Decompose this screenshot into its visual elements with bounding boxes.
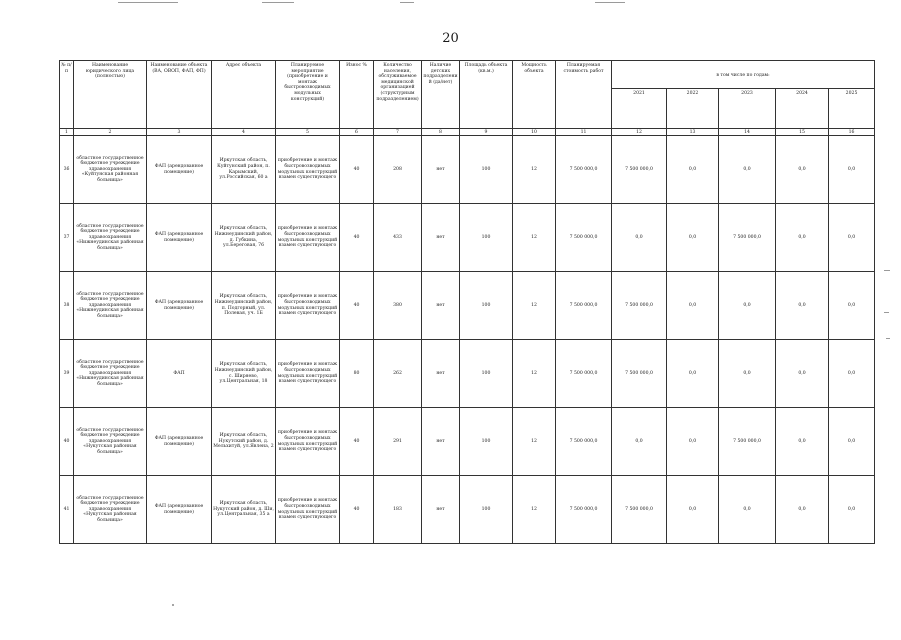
scan-mark-top-1 <box>118 2 178 3</box>
cell-measure: приобретение и монтаж быстровозводимых модульных конструкций взамен существующего <box>276 204 340 272</box>
header-wear: Износ % <box>340 61 374 129</box>
cell-org: областное государственное бюджетное учреждение здравоохранения «Нукутская районная больница» <box>74 476 147 544</box>
header-year-2022: 2022 <box>667 89 719 129</box>
column-numbers-row <box>60 129 875 136</box>
header-capacity: Мощность объекта <box>513 61 556 129</box>
scan-mark-right-1 <box>884 270 890 271</box>
table-row <box>60 340 875 408</box>
cell-2023: 0,0 <box>719 476 776 544</box>
header-num: № п/п <box>60 61 74 129</box>
cell-num: 36 <box>60 136 74 204</box>
cell-org: областное государственное бюджетное учреждение здравоохранения «Нижнеудинская районная больница» <box>74 340 147 408</box>
column-number: 16 <box>829 129 875 136</box>
cell-population: 380 <box>374 272 422 340</box>
cell-measure: приобретение и монтаж быстровозводимых модульных конструкций взамен существующего <box>276 272 340 340</box>
cell-2022: 0,0 <box>667 136 719 204</box>
scan-mark-top-2 <box>262 2 294 3</box>
cell-2021: 7 500 000,0 <box>612 136 667 204</box>
cell-2024: 0,0 <box>776 476 829 544</box>
cell-capacity: 12 <box>513 408 556 476</box>
cell-area: 100 <box>460 272 513 340</box>
cell-object: ФАП (арендованное помещение) <box>147 408 212 476</box>
column-number: 7 <box>374 129 422 136</box>
cell-wear: 40 <box>340 408 374 476</box>
cell-2021: 7 500 000,0 <box>612 272 667 340</box>
cell-2025: 0,0 <box>829 136 875 204</box>
scan-mark-top-3 <box>400 2 414 3</box>
scan-mark-right-3 <box>886 338 890 339</box>
cell-area: 100 <box>460 476 513 544</box>
cell-num: 39 <box>60 340 74 408</box>
table-row <box>60 272 875 340</box>
cell-object: ФАП (арендованное помещение) <box>147 136 212 204</box>
cell-2022: 0,0 <box>667 272 719 340</box>
cell-children: нет <box>422 136 460 204</box>
cell-object: ФАП (арендованное помещение) <box>147 204 212 272</box>
cell-capacity: 12 <box>513 136 556 204</box>
column-number: 11 <box>556 129 612 136</box>
cell-2023: 7 500 000,0 <box>719 204 776 272</box>
cell-org: областное государственное бюджетное учреждение здравоохранения «Нижнеудинская районная больница» <box>74 204 147 272</box>
cell-area: 100 <box>460 204 513 272</box>
cell-address: Иркутская область, Нукутский район, д. Мельхитуй, ул.Явлена, 2 <box>212 408 276 476</box>
cell-measure: приобретение и монтаж быстровозводимых модульных конструкций взамен существующего <box>276 408 340 476</box>
column-number: 2 <box>74 129 147 136</box>
column-number: 14 <box>719 129 776 136</box>
cell-area: 100 <box>460 340 513 408</box>
cell-cost: 7 500 000,0 <box>556 136 612 204</box>
cell-population: 262 <box>374 340 422 408</box>
cell-address: Иркутская область, Нижнеудинский район, с. Ширяево, ул.Центральная, 18 <box>212 340 276 408</box>
cell-area: 100 <box>460 408 513 476</box>
cell-object: ФАП (арендованное помещение) <box>147 476 212 544</box>
cell-num: 38 <box>60 272 74 340</box>
cell-2022: 0,0 <box>667 476 719 544</box>
cell-capacity: 12 <box>513 272 556 340</box>
column-number: 4 <box>212 129 276 136</box>
cell-wear: 40 <box>340 136 374 204</box>
header-cost: Планируемая стоимость работ <box>556 61 612 129</box>
cell-children: нет <box>422 408 460 476</box>
cell-address: Иркутская область, Нижнеудинский район, п. Подгорный, ул. Полевая, уч. 1Б <box>212 272 276 340</box>
cell-address: Иркутская область, Нукутский район, д. Ши, ул.Центральная, 35 а <box>212 476 276 544</box>
cell-object: ФАП (арендованное помещение) <box>147 272 212 340</box>
column-number: 15 <box>776 129 829 136</box>
cell-2023: 0,0 <box>719 136 776 204</box>
column-number: 8 <box>422 129 460 136</box>
cell-2022: 0,0 <box>667 204 719 272</box>
cell-wear: 40 <box>340 272 374 340</box>
cell-children: нет <box>422 340 460 408</box>
cell-2024: 0,0 <box>776 204 829 272</box>
header-by-years: в том числе по годам: <box>612 61 875 89</box>
cell-children: нет <box>422 204 460 272</box>
cell-org: областное государственное бюджетное учреждение здравоохранения «Куйтунская районная больница» <box>74 136 147 204</box>
cell-2021: 7 500 000,0 <box>612 340 667 408</box>
cell-2025: 0,0 <box>829 476 875 544</box>
cell-area: 100 <box>460 136 513 204</box>
cell-address: Иркутская область, Нижнеудинский район, д. Губкина, ул.Береговая, 76 <box>212 204 276 272</box>
cell-measure: приобретение и монтаж быстровозводимых модульных конструкций взамен существующего <box>276 476 340 544</box>
cell-children: нет <box>422 272 460 340</box>
cell-2025: 0,0 <box>829 272 875 340</box>
header-year-2024: 2024 <box>776 89 829 129</box>
cell-cost: 7 500 000,0 <box>556 340 612 408</box>
cell-2023: 7 500 000,0 <box>719 408 776 476</box>
cell-population: 183 <box>374 476 422 544</box>
cell-population: 208 <box>374 136 422 204</box>
cell-cost: 7 500 000,0 <box>556 272 612 340</box>
cell-num: 40 <box>60 408 74 476</box>
cell-num: 37 <box>60 204 74 272</box>
table-row <box>60 136 875 204</box>
cell-2025: 0,0 <box>829 204 875 272</box>
table-row <box>60 204 875 272</box>
header-children: Наличие детских подразделений (да/нет) <box>422 61 460 129</box>
column-number: 12 <box>612 129 667 136</box>
cell-2024: 0,0 <box>776 340 829 408</box>
cell-measure: приобретение и монтаж быстровозводимых модульных конструкций взамен существующего <box>276 136 340 204</box>
cell-object: ФАП <box>147 340 212 408</box>
cell-cost: 7 500 000,0 <box>556 408 612 476</box>
cell-population: 291 <box>374 408 422 476</box>
column-number: 13 <box>667 129 719 136</box>
data-table <box>59 60 875 544</box>
cell-2022: 0,0 <box>667 408 719 476</box>
cell-org: областное государственное бюджетное учреждение здравоохранения «Нижнеудинская районная больница» <box>74 272 147 340</box>
cell-2023: 0,0 <box>719 340 776 408</box>
cell-2025: 0,0 <box>829 340 875 408</box>
column-number: 6 <box>340 129 374 136</box>
column-number: 10 <box>513 129 556 136</box>
column-number: 9 <box>460 129 513 136</box>
cell-2023: 0,0 <box>719 272 776 340</box>
cell-2021: 7 500 000,0 <box>612 476 667 544</box>
cell-2021: 0,0 <box>612 408 667 476</box>
header-year-2023: 2023 <box>719 89 776 129</box>
cell-address: Иркутская область, Куйтунский район, п. Карымский, ул.Российская, 60 а <box>212 136 276 204</box>
cell-2025: 0,0 <box>829 408 875 476</box>
column-number: 1 <box>60 129 74 136</box>
cell-children: нет <box>422 476 460 544</box>
header-object: Наименование объекта (ВА, ОВОП, ФАП, ФП) <box>147 61 212 129</box>
cell-2024: 0,0 <box>776 272 829 340</box>
cell-capacity: 12 <box>513 204 556 272</box>
cell-2024: 0,0 <box>776 408 829 476</box>
header-address: Адрес объекта <box>212 61 276 129</box>
cell-2021: 0,0 <box>612 204 667 272</box>
page-number: 20 <box>442 31 459 46</box>
cell-org: областное государственное бюджетное учреждение здравоохранения «Нукутская районная больница» <box>74 408 147 476</box>
cell-population: 433 <box>374 204 422 272</box>
cell-wear: 40 <box>340 476 374 544</box>
cell-measure: приобретение и монтаж быстровозводимых модульных конструкций взамен существующего <box>276 340 340 408</box>
header-measure: Планируемое мероприятие (приобретение и монтаж быстровозводимых модульных конструкций) <box>276 61 340 129</box>
table-row <box>60 408 875 476</box>
scan-mark-top-4 <box>595 2 625 3</box>
header-year-2021: 2021 <box>612 89 667 129</box>
cell-capacity: 12 <box>513 340 556 408</box>
cell-cost: 7 500 000,0 <box>556 476 612 544</box>
cell-2022: 0,0 <box>667 340 719 408</box>
cell-num: 41 <box>60 476 74 544</box>
cell-2024: 0,0 <box>776 136 829 204</box>
cell-cost: 7 500 000,0 <box>556 204 612 272</box>
column-number: 3 <box>147 129 212 136</box>
cell-wear: 80 <box>340 340 374 408</box>
header-year-2025: 2025 <box>829 89 875 129</box>
table-row <box>60 476 875 544</box>
header-population: Количество населения, обслуживаемое медицинской организацией (структурным подразделением) <box>374 61 422 129</box>
header-org: Наименование юридического лица (полностью) <box>74 61 147 129</box>
cell-wear: 40 <box>340 204 374 272</box>
header-area: Площадь объекта (кв.м.) <box>460 61 513 129</box>
cell-capacity: 12 <box>513 476 556 544</box>
scan-dot <box>172 604 174 606</box>
scan-mark-right-2 <box>884 312 889 313</box>
column-number: 5 <box>276 129 340 136</box>
